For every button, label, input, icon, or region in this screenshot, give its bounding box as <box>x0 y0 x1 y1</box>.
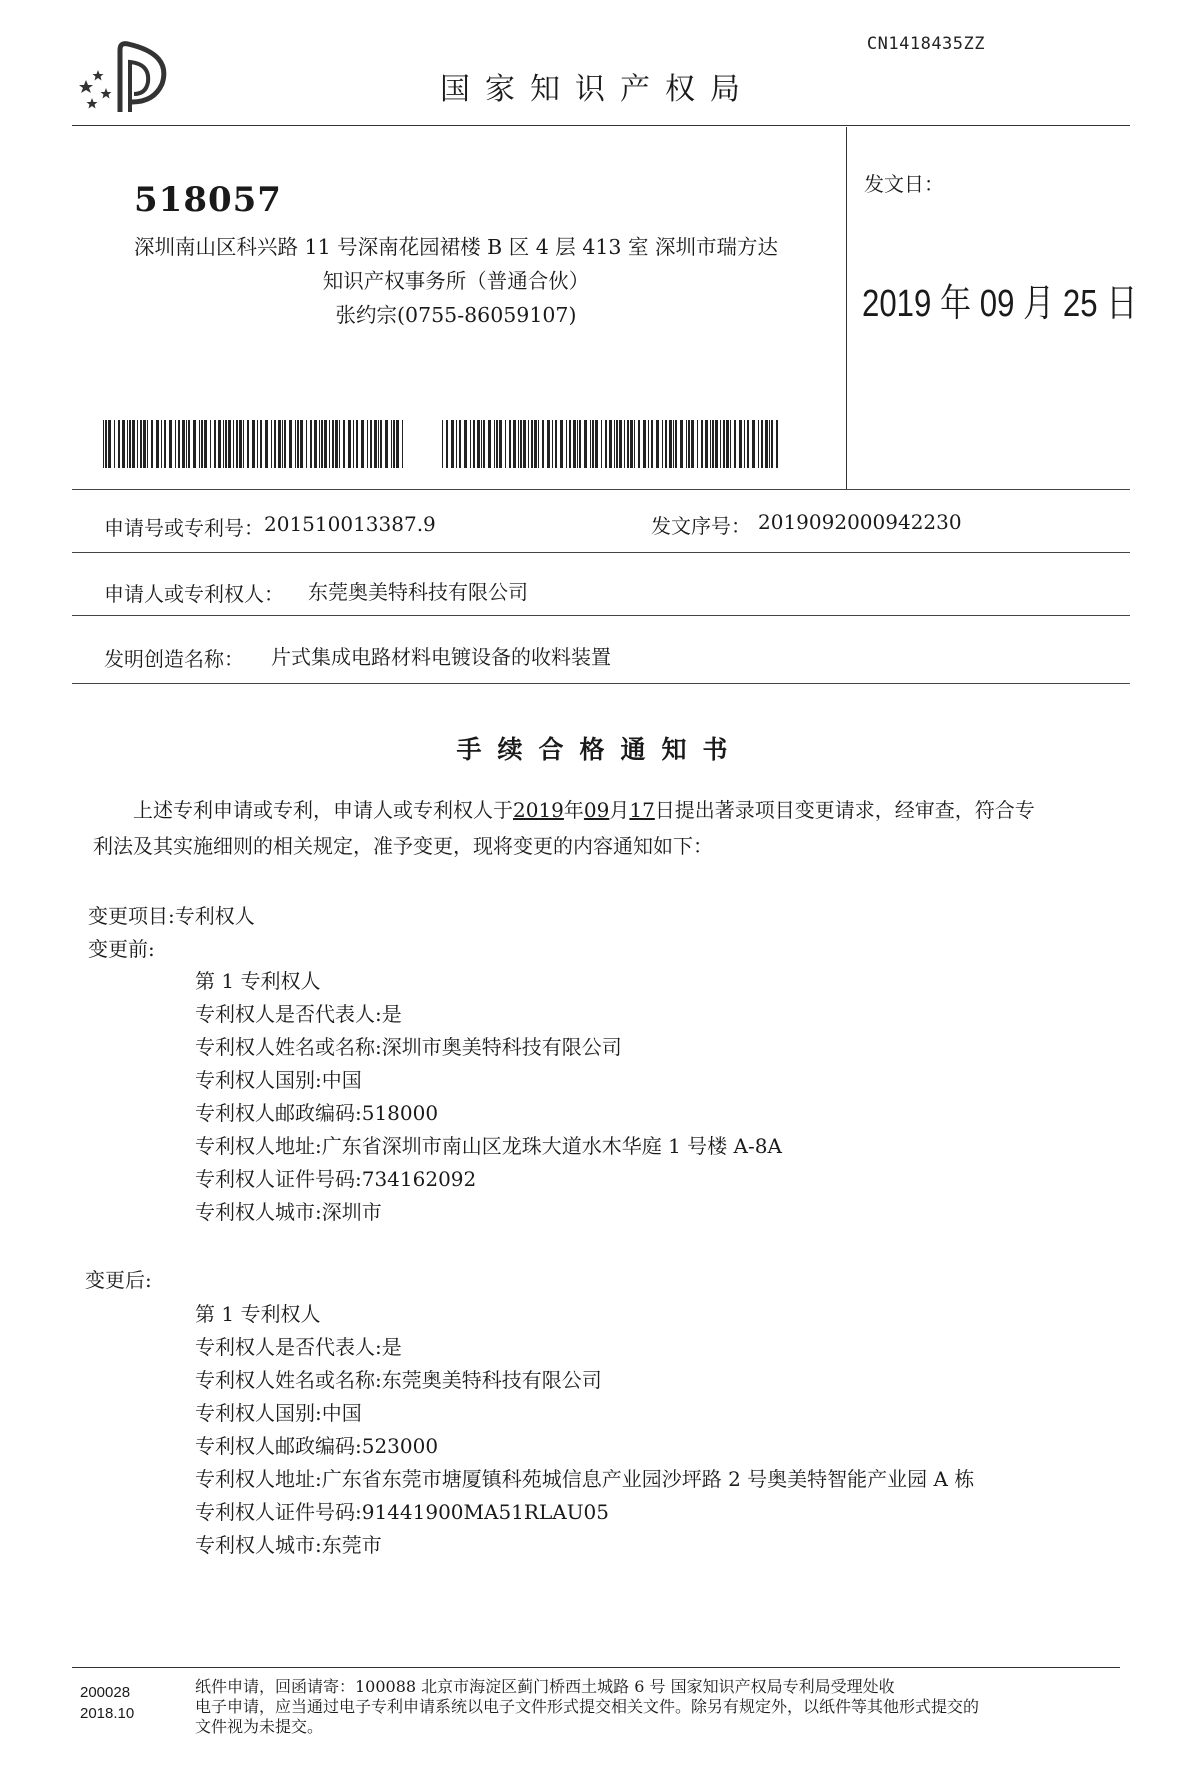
footer-line-1: 纸件申请，回函请寄：100088 北京市海淀区蓟门桥西土城路 6 号 国家知识产权局专利局受理处收 <box>195 1677 895 1696</box>
organization-title: 国家知识产权局 <box>440 72 755 107</box>
after-line: 专利权人姓名或名称:东莞奥美特科技有限公司 <box>195 1368 602 1392</box>
vertical-divider <box>846 127 847 489</box>
before-label: 变更前: <box>88 937 155 961</box>
before-line: 专利权人地址:广东省深圳市南山区龙珠大道水木华庭 1 号楼 A-8A <box>195 1134 782 1158</box>
before-line: 专利权人国别:中国 <box>195 1068 362 1092</box>
row-divider-1 <box>72 489 1130 490</box>
before-line: 专利权人证件号码:734162092 <box>195 1167 477 1191</box>
serial-number-value: 2019092000942230 <box>758 510 962 534</box>
footer-divider <box>72 1667 1120 1668</box>
after-line: 专利权人地址:广东省东莞市塘厦镇科苑城信息产业园沙坪路 2 号奥美特智能产业园 A 栋 <box>195 1467 975 1491</box>
cnipa-emblem-icon <box>72 40 182 115</box>
barcode-2 <box>442 420 778 468</box>
form-code: 200028 <box>80 1684 131 1701</box>
form-date: 2018.10 <box>80 1705 135 1722</box>
change-item: 变更项目:专利权人 <box>88 904 255 928</box>
row-divider-2 <box>72 552 1130 553</box>
footer-line-2: 电子申请，应当通过电子专利申请系统以电子文件形式提交相关文件。除另有规定外，以纸件等其他形式提交的 <box>195 1697 980 1716</box>
serial-number-label: 发文序号： <box>651 514 751 538</box>
notice-paragraph-line-1 <box>93 792 1133 828</box>
year-unit: 年 <box>563 798 584 822</box>
notice-title: 手续合格通知书 <box>456 735 744 764</box>
notice-paragraph <box>93 792 1133 864</box>
header-divider <box>72 125 1130 126</box>
after-line: 专利权人邮政编码:523000 <box>195 1434 439 1458</box>
applicant-label: 申请人或专利权人： <box>104 582 284 606</box>
application-number-value: 201510013387.9 <box>264 512 436 536</box>
para-prefix: 上述专利申请或专利，申请人或专利权人于 <box>133 798 513 822</box>
issue-date-label: 发文日： <box>864 172 944 196</box>
application-number-label: 申请号或专利号： <box>104 516 264 540</box>
postal-code: 518057 <box>134 180 282 220</box>
after-line: 专利权人是否代表人:是 <box>195 1335 402 1359</box>
after-line: 专利权人城市:东莞市 <box>195 1533 382 1557</box>
footer-line-3: 文件视为未提交。 <box>195 1717 324 1736</box>
invention-name-value: 片式集成电路材料电镀设备的收料装置 <box>271 645 611 669</box>
before-line: 第 1 专利权人 <box>195 969 321 993</box>
row-divider-3 <box>72 615 1130 616</box>
before-line: 专利权人是否代表人:是 <box>195 1002 402 1026</box>
month-unit: 月 <box>609 798 630 822</box>
request-day: 17 <box>629 798 655 822</box>
barcode-1 <box>103 420 403 468</box>
request-year: 2019 <box>513 798 564 822</box>
address-line-3: 张约宗(0755-86059107) <box>335 303 577 327</box>
applicant-value: 东莞奥美特科技有限公司 <box>308 580 528 604</box>
after-label: 变更后: <box>85 1268 152 1292</box>
after-line: 专利权人证件号码:91441900MA51RLAU05 <box>195 1500 609 1524</box>
address-line-1: 深圳南山区科兴路 11 号深南花园裙楼 B 区 4 层 413 室 深圳市瑞方达 <box>134 235 778 259</box>
before-line: 专利权人邮政编码:518000 <box>195 1101 439 1125</box>
after-line: 第 1 专利权人 <box>195 1302 321 1326</box>
row-divider-4 <box>72 683 1130 684</box>
para-suffix: 日提出著录项目变更请求，经审查，符合专 <box>654 798 1035 822</box>
before-line: 专利权人姓名或名称:深圳市奥美特科技有限公司 <box>195 1035 622 1059</box>
notice-paragraph-line-2: 利法及其实施细则的相关规定，准予变更，现将变更的内容通知如下： <box>93 834 713 858</box>
issue-date-value: 2019 年 09 月 25 日 <box>862 283 1138 325</box>
invention-name-label: 发明创造名称： <box>104 647 244 671</box>
address-line-2: 知识产权事务所（普通合伙） <box>322 269 590 293</box>
after-line: 专利权人国别:中国 <box>195 1401 362 1425</box>
request-month: 09 <box>583 798 610 822</box>
before-line: 专利权人城市:深圳市 <box>195 1200 382 1224</box>
document-code: CN1418435ZZ <box>866 34 985 54</box>
